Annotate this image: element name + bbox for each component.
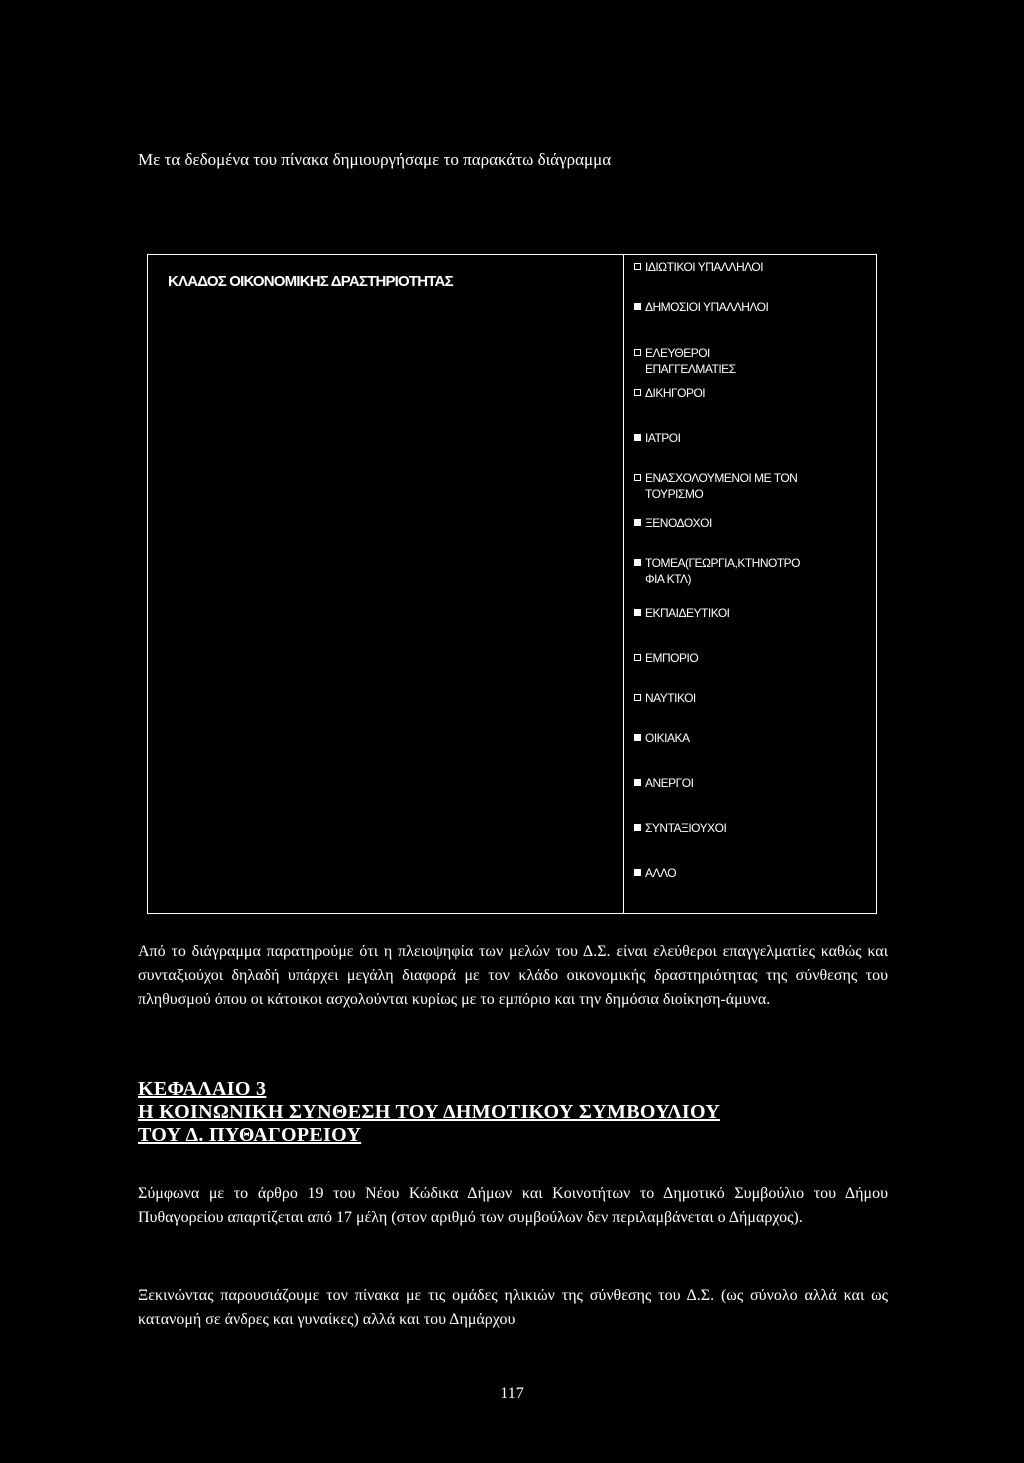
legend-label: ΟΙΚΙΑΚΑ: [645, 731, 690, 745]
legend-label-continued: ΕΠΑΓΓΕΛΜΑΤΙΕΣ: [645, 362, 736, 376]
paragraph-intro-table: Ξεκινώντας παρουσιάζουμε τον πίνακα με τις ομάδες ηλικιών της σύνθεσης του Δ.Σ. (ως σύνολο αλλά και ως κατανομή σε άνδρες και γυναίκες) αλλά και του Δημάρχου: [138, 1287, 888, 1328]
legend-swatch: [634, 609, 641, 616]
legend-swatch: [634, 559, 641, 566]
legend-item: [634, 345, 736, 377]
legend-label: ΕΝΑΣΧΟΛΟΥΜΕΝΟΙ ΜΕ ΤΟΝ: [645, 471, 798, 485]
intro-text: Με τα δεδομένα του πίνακα δημιουργήσαμε το παρακάτω διάγραμμα: [138, 150, 612, 169]
paragraph-council: Σύμφωνα με το άρθρο 19 του Νέου Κώδικα Δήμων και Κοινοτήτων το Δημοτικό Συμβούλιο του Δήμου Πυθαγορείου απαρτίζεται από 17 μέλη (στον αριθμό των συμβούλων δεν περιλαμβάνεται ο Δήμαρχος).: [138, 1185, 888, 1226]
legend-label: ΕΜΠΟΡΙΟ: [645, 651, 699, 665]
legend-swatch: [634, 263, 641, 270]
legend-item: [634, 299, 768, 315]
legend-swatch: [634, 389, 641, 396]
legend-swatch: [634, 349, 641, 356]
legend-label: ΙΔΙΩΤΙΚΟΙ ΥΠΑΛΛΗΛΟΙ: [645, 260, 764, 274]
legend-label: ΤΟΜΕΑ(ΓΕΩΡΓΙΑ,ΚΤΗΝΟΤΡΟ: [645, 556, 800, 570]
paragraph-analysis: Από το διάγραμμα παρατηρούμε ότι η πλειοψηφία των μελών του Δ.Σ. είναι ελεύθεροι επαγγελματίες καθώς και συνταξιούχοι δηλαδή υπάρχει μεγάλη διαφορά με τον κλάδο οικονομικής δραστηριότητας της σύνθεσης του πληθυσμού όπου οι κάτοικοι ασχολούνται κυρίως με το εμπόριο και την δημόσια διοίκηση-άμυνα.: [138, 943, 888, 1008]
legend-label: ΑΝΕΡΓΟΙ: [645, 776, 694, 790]
legend-label: ΙΑΤΡΟΙ: [645, 431, 681, 445]
legend-label-continued: ΦΙΑ ΚΤΛ): [645, 572, 692, 586]
page-number: 117: [500, 1385, 524, 1402]
legend-swatch: [634, 434, 641, 441]
legend-item: [634, 820, 726, 836]
legend-item: [634, 690, 696, 706]
legend-swatch: [634, 474, 641, 481]
legend-item: [634, 865, 676, 881]
legend-item: [634, 555, 800, 587]
legend-swatch: [634, 519, 641, 526]
legend-item: [634, 775, 693, 791]
legend-swatch: [634, 654, 641, 661]
legend-item: [634, 385, 705, 401]
legend-swatch: [634, 869, 641, 876]
chart-title: ΚΛΑΔΟΣ ΟΙΚΟΝΟΜΙΚΗΣ ΔΡΑΣΤΗΡΙΟΤΗΤΑΣ: [168, 273, 453, 290]
legend-label: ΝΑΥΤΙΚΟΙ: [645, 691, 696, 705]
legend-item: [634, 259, 763, 275]
legend-swatch: [634, 303, 641, 310]
legend-label: ΞΕΝΟΔΟΧΟΙ: [645, 516, 712, 530]
legend-label-continued: ΤΟΥΡΙΣΜΟ: [645, 487, 704, 501]
legend-item: [634, 605, 730, 621]
legend-label: ΔΗΜΟΣΙΟΙ ΥΠΑΛΛΗΛΟΙ: [645, 300, 769, 314]
legend-swatch: [634, 734, 641, 741]
chapter-title: Η ΚΟΙΝΩΝΙΚΗ ΣΥΝΘΕΣΗ ΤΟΥ ΔΗΜΟΤΙΚΟΥ ΣΥΜΒΟΥΛΙΟΥ: [138, 1101, 721, 1123]
legend-item: [634, 515, 712, 531]
chapter-heading: [138, 1078, 898, 1147]
chapter-subtitle: ΤΟΥ Δ. ΠΥΘΑΓΟΡΕΙΟΥ: [138, 1124, 362, 1146]
legend-item: [634, 650, 698, 666]
legend-label: ΕΚΠΑΙΔΕΥΤΙΚΟΙ: [645, 606, 730, 620]
chapter-number: ΚΕΦΑΛΑΙΟ 3: [138, 1078, 267, 1100]
legend-swatch: [634, 824, 641, 831]
legend-label: ΔΙΚΗΓΟΡΟΙ: [645, 386, 706, 400]
legend-label: ΣΥΝΤΑΞΙΟΥΧΟΙ: [645, 821, 727, 835]
legend-item: [634, 470, 797, 502]
legend-label: ΕΛΕΥΘΕΡΟΙ: [645, 346, 710, 360]
legend-item: [634, 730, 690, 746]
legend-label: ΑΛΛΟ: [645, 866, 677, 880]
legend-item: [634, 430, 680, 446]
chart-legend: [623, 255, 876, 913]
legend-swatch: [634, 779, 641, 786]
chart-frame: [147, 254, 877, 914]
legend-swatch: [634, 694, 641, 701]
